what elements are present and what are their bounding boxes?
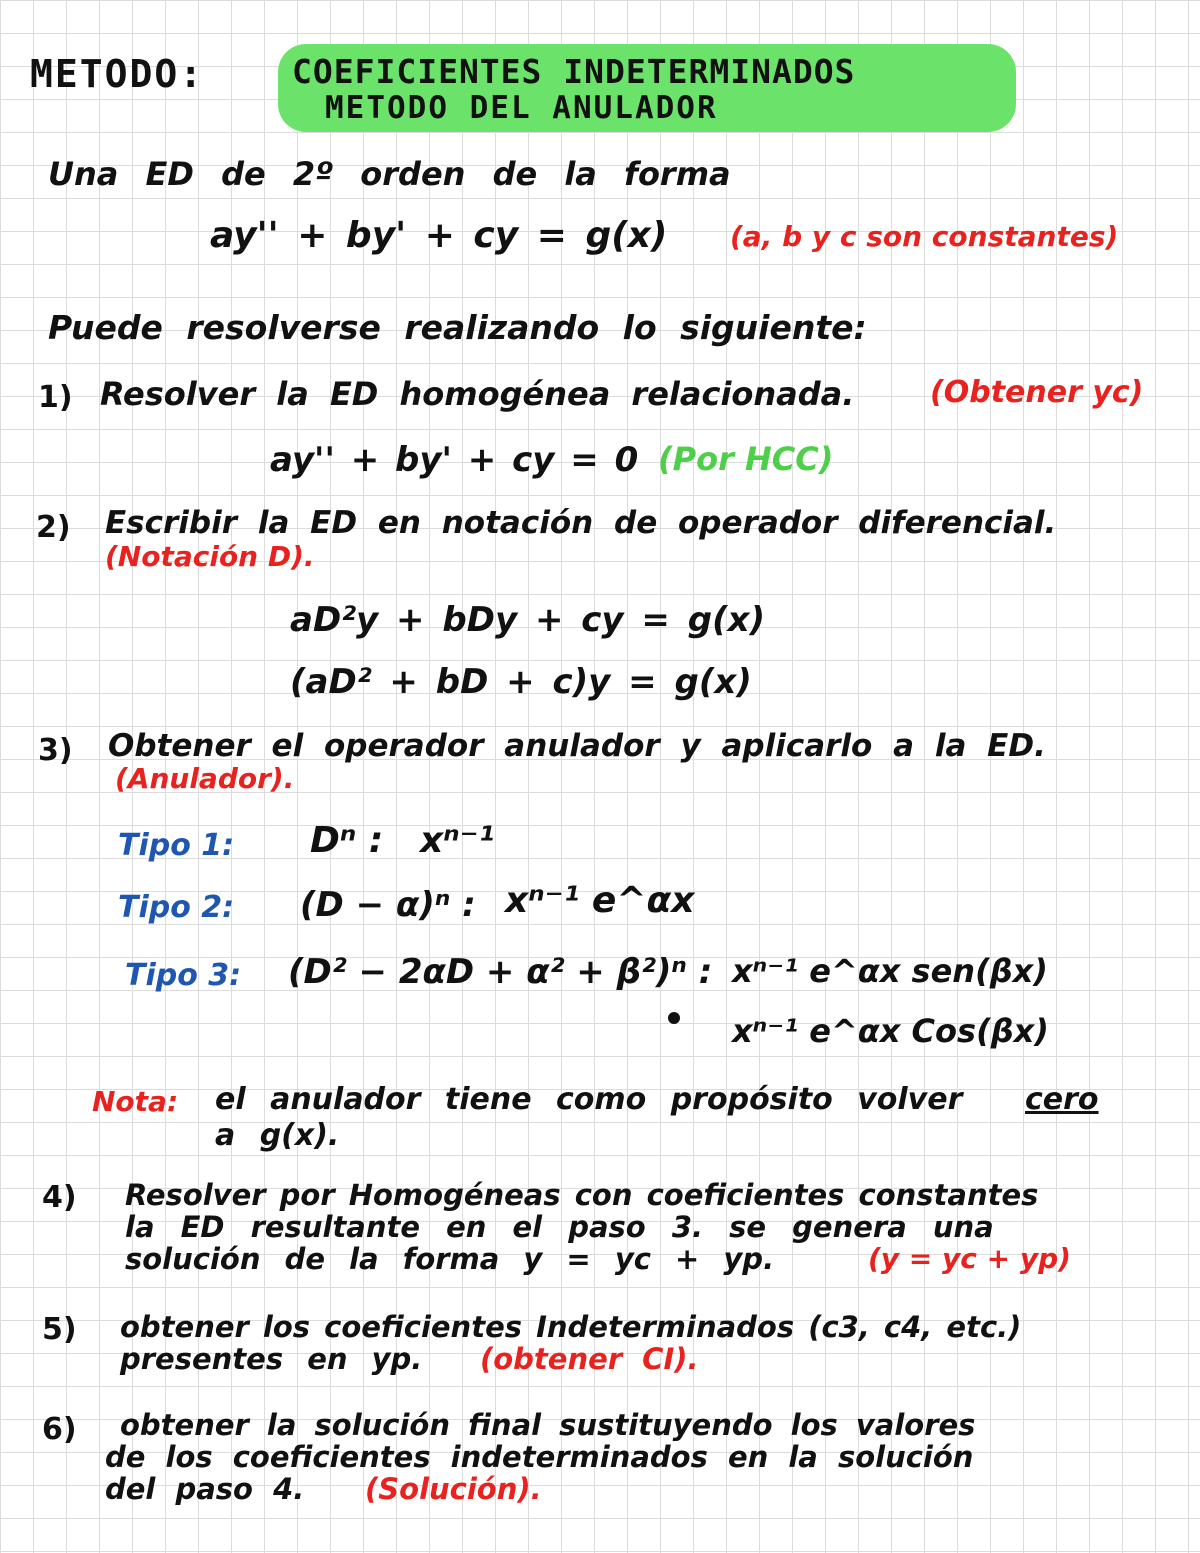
tipo-3-bullet — [668, 1012, 680, 1024]
step-1-number: 1) — [38, 380, 73, 415]
step-2-eq-1: aD²y + bDy + cy = g(x) — [290, 600, 766, 640]
step-6-line-1: obtener la solución final sustituyendo los valores — [120, 1408, 976, 1442]
step-1-tag: (Obtener yc) — [930, 375, 1144, 410]
step-4-number: 4) — [42, 1180, 77, 1215]
step-4-tag: (y = yc + yp) — [868, 1242, 1071, 1275]
step-3-text: Obtener el operador anulador y aplicarlo a la ED. — [108, 728, 1046, 764]
step-1-eq-tag: (Por HCC) — [658, 440, 834, 478]
step-2-number: 2) — [36, 510, 71, 545]
tipo-1-label: Tipo 1: — [118, 828, 235, 863]
step-2-eq-2: (aD² + bD + c)y = g(x) — [290, 662, 752, 702]
step-3-tag: (Anulador). — [115, 762, 295, 795]
step-4-line-3: solución de la forma y = yc + yp. — [125, 1242, 775, 1276]
note-label: Nota: — [92, 1085, 179, 1118]
step-1-equation: ay'' + by' + cy = 0 — [270, 440, 639, 480]
intro-text: Una ED de 2º orden de la forma — [48, 155, 731, 193]
tipo-2-function: xⁿ⁻¹ e^αx — [505, 880, 695, 921]
tipo-3-function-2: xⁿ⁻¹ e^αx Cos(βx) — [732, 1012, 1049, 1050]
note-text-1: el anulador tiene como propósito volver — [215, 1082, 963, 1117]
note-text-1-end: cero — [1025, 1082, 1099, 1117]
step-6-number: 6) — [42, 1412, 77, 1447]
intro-constants-note: (a, b y c son constantes) — [730, 220, 1119, 253]
tipo-2-label: Tipo 2: — [118, 890, 235, 925]
tipo-1-operator: Dⁿ : — [310, 820, 384, 861]
tipo-3-label: Tipo 3: — [125, 958, 242, 993]
step-4-line-2: la ED resultante en el paso 3. se genera una — [125, 1210, 994, 1244]
note-text-2: a g(x). — [215, 1118, 340, 1153]
step-1-text: Resolver la ED homogénea relacionada. — [100, 375, 855, 413]
tipo-2-operator: (D − α)ⁿ : — [300, 885, 476, 925]
step-5-line-1: obtener los coeficientes Indeterminados (c3, c4, etc.) — [120, 1310, 1022, 1344]
step-2-tag: (Notación D). — [105, 540, 315, 573]
step-3-number: 3) — [38, 733, 73, 768]
step-5-tag: (obtener CI). — [480, 1342, 699, 1376]
step-6-line-3: del paso 4. — [105, 1472, 305, 1506]
step-5-line-2: presentes en yp. — [120, 1342, 423, 1376]
intro-equation: ay'' + by' + cy = g(x) — [210, 215, 668, 256]
title-line-2: METODO DEL ANULADOR — [325, 90, 718, 126]
step-2-text: Escribir la ED en notación de operador diferencial. — [105, 505, 1057, 541]
intro-lead: Puede resolverse realizando lo siguiente: — [48, 308, 867, 347]
step-4-line-1: Resolver por Homogéneas con coeficientes constantes — [125, 1178, 1039, 1212]
step-6-tag: (Solución). — [365, 1472, 542, 1506]
tipo-3-operator: (D² − 2αD + α² + β²)ⁿ : — [288, 952, 713, 992]
method-label: METODO: — [30, 52, 205, 96]
step-6-line-2: de los coeficientes indeterminados en la solución — [105, 1440, 974, 1474]
tipo-1-function: xⁿ⁻¹ — [420, 820, 495, 861]
step-5-number: 5) — [42, 1312, 77, 1347]
title-line-1: COEFICIENTES INDETERMINADOS — [292, 52, 856, 91]
tipo-3-function-1: xⁿ⁻¹ e^αx sen(βx) — [732, 952, 1048, 990]
